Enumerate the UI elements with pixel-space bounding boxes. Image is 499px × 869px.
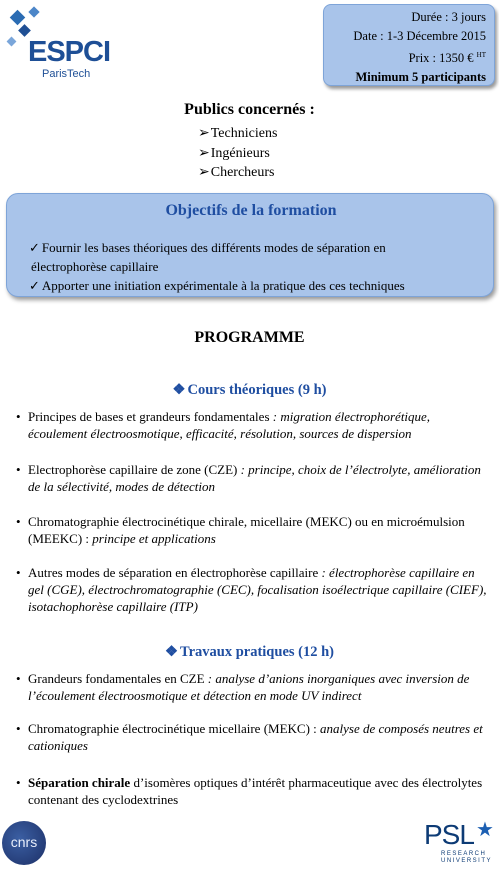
objectifs-box [6, 193, 494, 297]
objectif-text: électrophorèse capillaire [31, 259, 159, 274]
item-text: Electrophorèse capillaire de zone (CZE) [28, 462, 238, 477]
item-text: Principes de bases et grandeurs fondamentales [28, 409, 270, 424]
item-detail: analyse de composés neutres et cationiques [28, 721, 483, 753]
bullet-icon: • [16, 775, 21, 790]
minimum-participants: Minimum 5 participants [355, 70, 486, 85]
bullet-icon: • [16, 565, 21, 580]
item-bold-text: Séparation chirale [28, 775, 131, 790]
cnrs-logo [2, 821, 46, 865]
cnrs-text: cnrs [10, 834, 38, 850]
bullet-icon: • [16, 409, 21, 424]
bullet-icon: • [16, 721, 21, 736]
travaux-item [16, 670, 490, 704]
duration: Durée : 3 jours [411, 10, 486, 24]
cours-item [16, 408, 490, 442]
psl-text: PSL [424, 819, 474, 850]
logo-square [28, 6, 39, 17]
publics-title: Publics concernés : [184, 101, 315, 118]
price [324, 46, 486, 68]
cours-item [16, 461, 490, 495]
objectif-item [29, 238, 405, 257]
cours-item [16, 513, 490, 547]
objectifs-title: Objectifs de la formation [165, 202, 337, 219]
item-text: Grandeurs fondamentales en CZE [28, 671, 205, 686]
star-icon: ★ [476, 819, 494, 841]
diamond-icon: ❖ [172, 382, 186, 398]
check-icon: ✓ [29, 240, 40, 255]
item-detail: principe et applications [89, 531, 216, 546]
objectif-item [29, 276, 405, 295]
item-text: Autres modes de séparation en électrophorèse capillaire [28, 565, 319, 580]
travaux-item [16, 774, 490, 808]
travaux-heading [0, 644, 499, 661]
item-detail: : analyse d’anions inorganiques avec inversion de l’écoulement électroosmotique et détection en mode UV indirect [28, 671, 470, 703]
item-text: Chromatographie électrocinétique micellaire (MEKC) : [28, 721, 317, 736]
publics-list [198, 124, 277, 183]
programme-title: PROGRAMME [194, 329, 305, 346]
publics-item: ➢ Ingénieurs [198, 144, 277, 164]
publics-item: ➢ Chercheurs [198, 163, 277, 183]
item-text: Chromatographie électrocinétique chirale, micellaire (MEKC) ou en microémulsion (MEEKC) : [28, 514, 465, 546]
bullet-icon: • [16, 671, 21, 686]
objectif-item-continued [29, 257, 405, 276]
logo-square [10, 10, 26, 26]
psl-subtext: RESEARCH [441, 851, 487, 857]
logo-square [18, 24, 31, 37]
logo-subtext: ParisTech [42, 68, 91, 80]
price-tax: HT [476, 51, 486, 59]
cours-heading [0, 382, 499, 399]
travaux-title: Travaux pratiques (12 h) [179, 644, 334, 660]
diamond-icon: ❖ [164, 644, 178, 660]
publics-item: ➢ Techniciens [198, 124, 277, 144]
item-detail: : migration électrophorétique, écoulement électroosmotique, efficacité, résolution, sources de dispersion [28, 409, 431, 441]
objectifs-list [29, 238, 405, 295]
psl-subtext: UNIVERSITY [441, 858, 493, 864]
date: Date : 1-3 Décembre 2015 [353, 29, 486, 43]
bullet-icon: • [16, 514, 21, 529]
logo-square [7, 37, 17, 47]
check-icon: ✓ [29, 278, 40, 293]
cours-item [16, 564, 490, 615]
item-detail: : électrophorèse capillaire en gel (CGE), électrochromatographie (CEC), focalisation isoélectrique capillaire (CIEF), isotachophorèse capillaire (ITP) [28, 565, 487, 614]
objectif-text: Apporter une initiation expérimentale à la pratique des ces techniques [41, 278, 405, 293]
logo-text: ESPCI [28, 36, 111, 68]
travaux-item [16, 720, 490, 754]
cours-title: Cours théoriques (9 h) [187, 382, 327, 398]
objectif-text: Fournir les bases théoriques des différents modes de séparation en [41, 240, 386, 255]
item-text: d’isomères optiques d’intérêt pharmaceutique avec des électrolytes contenant des cyclodextrines [28, 775, 483, 807]
item-detail: : principe, choix de l’électrolyte, amélioration de la sélectivité, modes de détection [28, 462, 481, 494]
espci-logo [4, 4, 111, 92]
info-box [323, 4, 495, 86]
price-value: Prix : 1350 € [408, 51, 474, 66]
psl-logo [424, 819, 496, 867]
bullet-icon: • [16, 462, 21, 477]
